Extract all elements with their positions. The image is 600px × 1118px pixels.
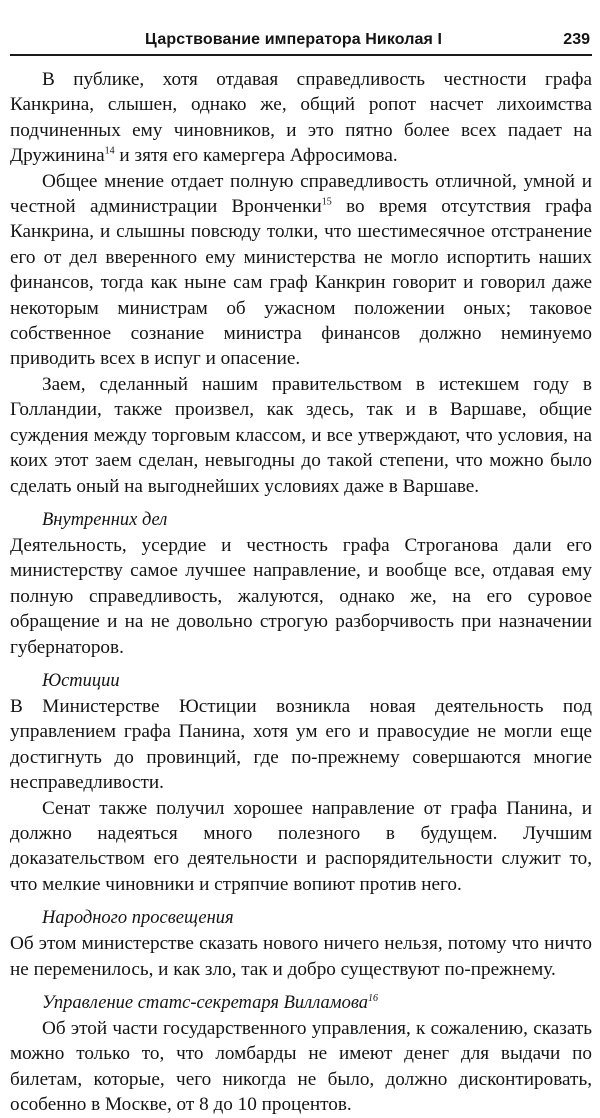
running-title: Царствование императора Николая I xyxy=(144,31,442,48)
paragraph-3: Заем, сделанный нашим правительством в истекшем году в Голландии, также произвел, как здесь, так и в Варшаве, общие суждения между торговым классом, и все утверждают, что условия, на коих этот заем сделан, невыгодны до такой степени, что можно было сделать оный на выгоднейших условиях даже в Варшаве. xyxy=(10,373,592,497)
paragraph-1 xyxy=(10,67,592,169)
section-heading-villamov-text: Управление статс-секретаря Вилламова xyxy=(42,993,368,1013)
paragraph-7: Об этом министерстве сказать нового ничего нельзя, потому что ничто не переменилось, и как зло, так и добро существуют по-прежнему. xyxy=(10,933,592,980)
section-heading-justice: Юстиции xyxy=(42,670,120,691)
paragraph-2-text-b: во время отсутствия графа Канкрина, и слышны повсюду толки, что шестимесячное отстранение его от дел вверенного ему министерства не могло испортить наших финансов, тогда как ныне сам граф Канкрин говорит и говорил даже некоторым министрам об ужасном положении оных; таковое собственное сознание министра финансов должно неминуемо приводить всех в испуг и опасение. xyxy=(10,196,592,370)
paragraph-2 xyxy=(10,169,592,372)
paragraph-8: Об этой части государственного управления, к сожалению, сказать можно только то, что ломбарды не имеют денег для выдачи по билетам, которые, чего никогда не было, должно дисконтировать, особенно в Москве, от 8 до 10 процентов. xyxy=(10,1018,592,1116)
section-heading-internal-affairs: Внутренних дел xyxy=(42,509,168,530)
running-header xyxy=(10,26,592,56)
page-number: 239 xyxy=(563,31,590,48)
paragraph-4: Деятельность, усердие и честность графа Строганова дали его министерству самое лучшее направление, и вообще все, отдавая ему полную справедливость, жалуются, однако же, на его суровое обращение и на не довольно строгую разборчивость при назначении губернаторов. xyxy=(10,534,592,658)
paragraph-5: В Министерстве Юстиции возникла новая деятельность под управлением графа Панина, хотя ум его и правосудие не могли еще достигнуть до провинций, где по-прежнему совершаются многие несправедливости. xyxy=(10,695,592,794)
paragraph-1-text-b: и зятя его камергера Афросимова. xyxy=(114,145,398,167)
paragraph-6: Сенат также получил хорошее направление от графа Панина, и должно надеяться много полезного в будущем. Лучшим доказательством его деятельности и распорядительности служит то, что мелкие чиновники и стряпчие вопиют против него. xyxy=(10,797,592,895)
paragraph-1-text-a: В публике, хотя отдавая справедливость честности графа Канкрина, слышен, однако же, общий ропот насчет лихоимства подчиненных ему чиновников, и это пятно более всех падает на Дружинина xyxy=(10,69,592,167)
page-body xyxy=(10,67,592,1118)
paragraph-2-text-a: Общее мнение отдает полную справедливость отличной, умной и честной администрации Вронченки xyxy=(10,170,592,218)
footnote-ref-16: 16 xyxy=(367,992,378,1004)
section-heading-villamov xyxy=(10,991,592,1015)
footnote-ref-14: 14 xyxy=(104,145,115,157)
footnote-ref-15: 15 xyxy=(321,196,332,208)
section-heading-public-education: Народного просвещения xyxy=(42,908,234,929)
